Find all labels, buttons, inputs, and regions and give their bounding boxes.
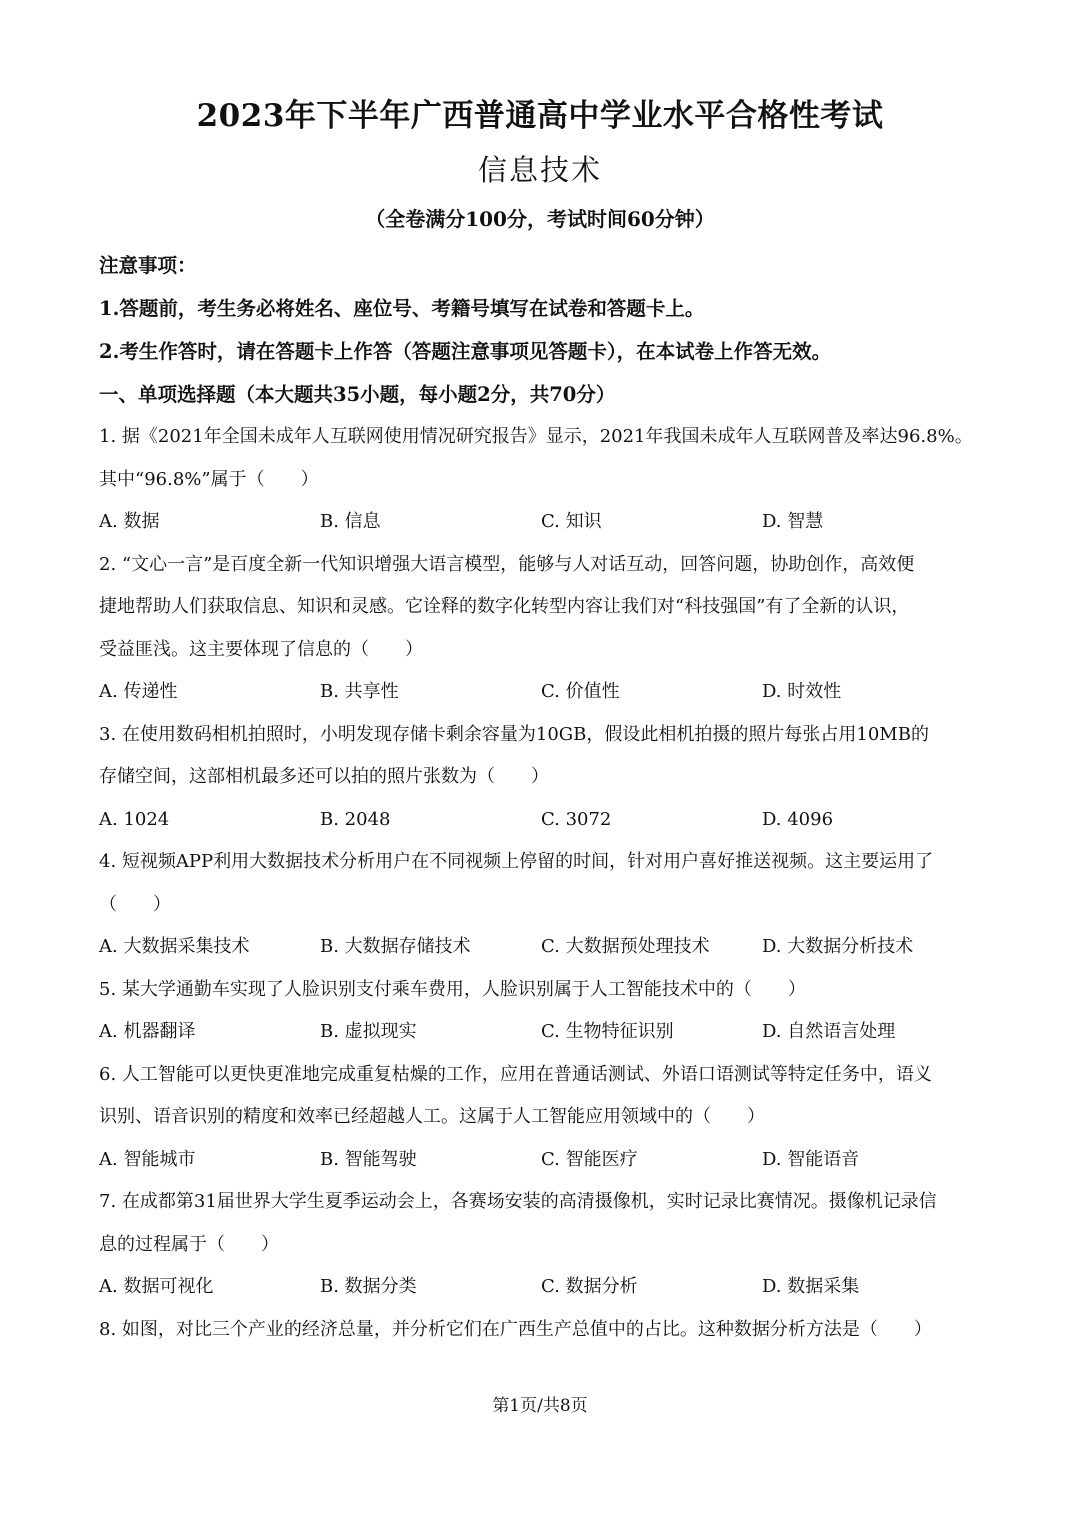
option-a: A. 传递性 bbox=[99, 681, 178, 702]
option-row bbox=[99, 799, 989, 842]
option-b: B. 数据分类 bbox=[320, 1276, 417, 1297]
question-3 bbox=[99, 714, 989, 842]
question-stem-line: 8. 如图，对比三个产业的经济总量，并分析它们在广西生产总值中的占比。这种数据分析方法是（ ） bbox=[99, 1318, 932, 1340]
notice-item: 2.考生作答时，请在答题卡上作答（答题注意事项见答题卡），在本试卷上作答无效。 bbox=[99, 340, 832, 363]
score-note: （全卷满分100分，考试时间60分钟） bbox=[365, 207, 715, 231]
option-row bbox=[99, 926, 989, 969]
option-row bbox=[99, 501, 989, 544]
notice-item: 1.答题前，考生务必将姓名、座位号、考籍号填写在试卷和答题卡上。 bbox=[99, 297, 705, 320]
question-stem-line: 2. “文心一言”是百度全新一代知识增强大语言模型，能够与人对话互动，回答问题，协助创作，高效便 bbox=[99, 553, 915, 575]
question-stem-line: 5. 某大学通勤车实现了人脸识别支付乘车费用，人脸识别属于人工智能技术中的（ ） bbox=[99, 978, 806, 1000]
option-a: A. 智能城市 bbox=[99, 1148, 196, 1170]
section-heading: 一、单项选择题（本大题共35小题，每小题2分，共70分） bbox=[99, 383, 616, 406]
question-stem-line: 1. 据《2021年全国未成年人互联网使用情况研究报告》显示，2021年我国未成年人互联网普及率达96.8%。 bbox=[99, 426, 973, 447]
option-row bbox=[99, 1266, 989, 1309]
option-b: B. 虚拟现实 bbox=[320, 1021, 417, 1042]
option-c: C. 大数据预处理技术 bbox=[541, 936, 710, 957]
option-b: B. 信息 bbox=[320, 511, 381, 532]
option-c: C. 生物特征识别 bbox=[541, 1021, 674, 1042]
option-d: D. 智慧 bbox=[762, 511, 824, 532]
option-row bbox=[99, 1011, 989, 1054]
question-2 bbox=[99, 544, 989, 714]
option-c: C. 价值性 bbox=[541, 681, 620, 702]
question-list bbox=[99, 416, 989, 1351]
question-4 bbox=[99, 841, 989, 969]
option-b: B. 大数据存储技术 bbox=[320, 936, 471, 957]
option-a: A. 数据可视化 bbox=[99, 1276, 214, 1297]
question-stem-line: （ ） bbox=[99, 893, 171, 915]
exam-subject: 信息技术 bbox=[477, 153, 602, 187]
option-row bbox=[99, 671, 989, 714]
notice-heading: 注意事项： bbox=[99, 254, 197, 277]
option-d: D. 数据采集 bbox=[762, 1276, 860, 1297]
option-d: D. 自然语言处理 bbox=[762, 1021, 896, 1042]
question-stem-line: 6. 人工智能可以更快更准地完成重复枯燥的工作，应用在普通话测试、外语口语测试等特定任务中，语义 bbox=[99, 1063, 932, 1085]
option-a: A. 1024 bbox=[99, 808, 170, 830]
question-stem-line: 其中“96.8%”属于（ ） bbox=[99, 468, 319, 490]
page-footer: 第1页/共8页 bbox=[492, 1396, 588, 1416]
question-6 bbox=[99, 1054, 989, 1182]
question-stem-line: 息的过程属于（ ） bbox=[99, 1233, 279, 1255]
option-b: B. 2048 bbox=[320, 808, 391, 830]
option-d: D. 大数据分析技术 bbox=[762, 936, 914, 957]
exam-title: 2023年下半年广西普通高中学业水平合格性考试 bbox=[196, 98, 884, 134]
question-stem-line: 4. 短视频APP利用大数据技术分析用户在不同视频上停留的时间，针对用户喜好推送视频。这主要运用了 bbox=[99, 851, 934, 872]
option-c: C. 数据分析 bbox=[541, 1276, 638, 1297]
option-d: D. 4096 bbox=[762, 808, 834, 830]
option-d: D. 智能语音 bbox=[762, 1148, 860, 1170]
option-d: D. 时效性 bbox=[762, 681, 842, 702]
question-stem-line: 存储空间，这部相机最多还可以拍的照片张数为（ ） bbox=[99, 766, 549, 787]
question-stem-line: 受益匪浅。这主要体现了信息的（ ） bbox=[99, 638, 423, 660]
question-5 bbox=[99, 969, 989, 1054]
option-c: C. 3072 bbox=[541, 808, 612, 830]
question-stem-line: 捷地帮助人们获取信息、知识和灵感。它诠释的数字化转型内容让我们对“科技强国”有了全新的认识， bbox=[99, 596, 910, 617]
option-row bbox=[99, 1139, 989, 1182]
option-a: A. 数据 bbox=[99, 511, 160, 532]
option-b: B. 共享性 bbox=[320, 681, 399, 702]
question-1 bbox=[99, 416, 989, 544]
question-7 bbox=[99, 1181, 989, 1309]
option-c: C. 知识 bbox=[541, 511, 602, 532]
option-a: A. 大数据采集技术 bbox=[99, 936, 250, 957]
option-a: A. 机器翻译 bbox=[99, 1021, 196, 1042]
exam-content bbox=[99, 244, 989, 1351]
question-8 bbox=[99, 1309, 989, 1352]
question-stem-line: 3. 在使用数码相机拍照时，小明发现存储卡剩余容量为10GB，假设此相机拍摄的照片每张占用10MB的 bbox=[99, 723, 929, 745]
option-c: C. 智能医疗 bbox=[541, 1148, 638, 1170]
question-stem-line: 7. 在成都第31届世界大学生夏季运动会上，各赛场安装的高清摄像机，实时记录比赛情况。摄像机记录信 bbox=[99, 1191, 937, 1212]
question-stem-line: 识别、语音识别的精度和效率已经超越人工。这属于人工智能应用领域中的（ ） bbox=[99, 1106, 765, 1127]
option-b: B. 智能驾驶 bbox=[320, 1148, 417, 1170]
